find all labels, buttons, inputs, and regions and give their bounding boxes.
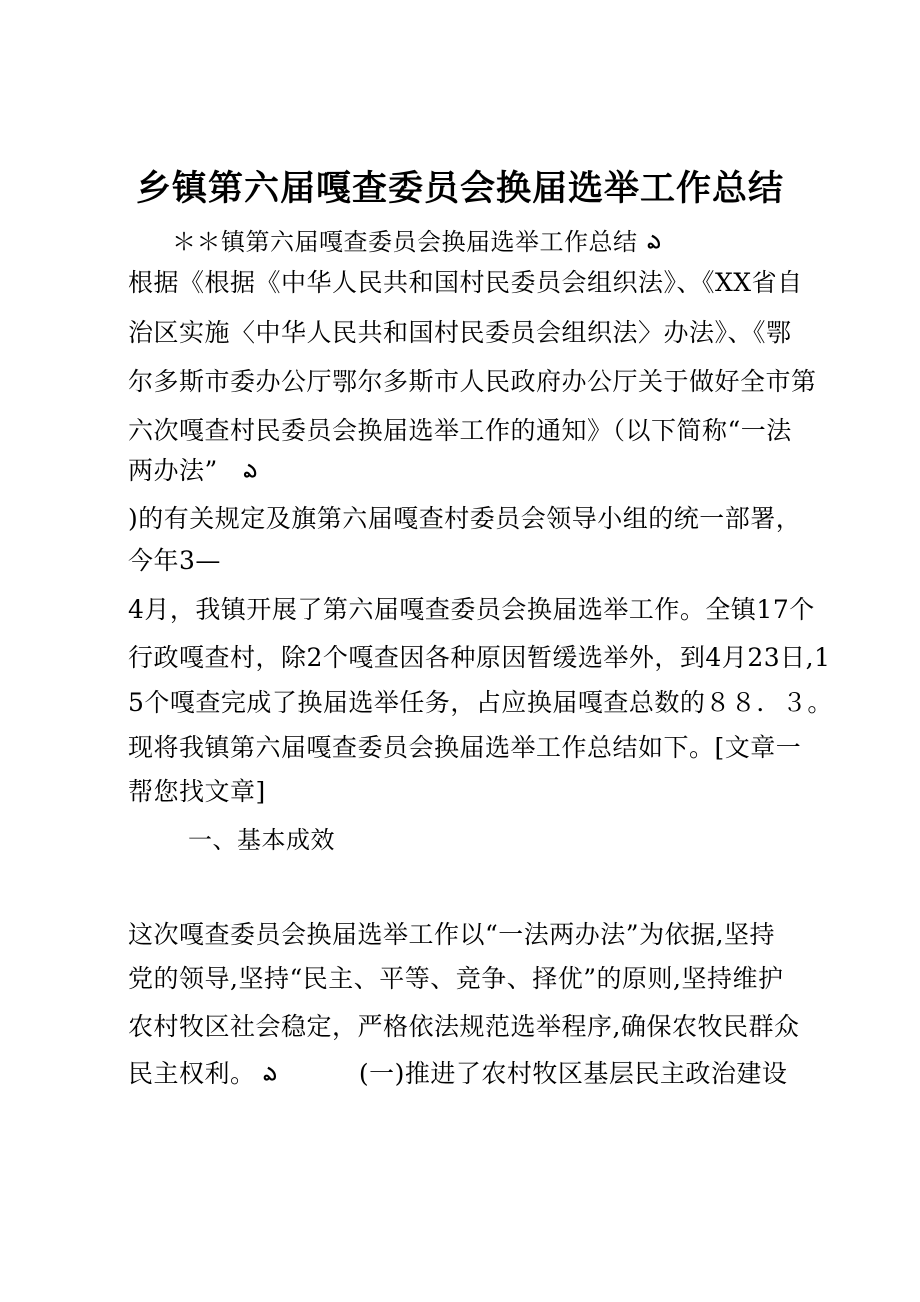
paragraph-line-1: ＊＊镇第六届嘎查委员会换届选举工作总结 — [172, 228, 638, 256]
paragraph-line-5: 六次嘎查村民委员会换届选举工作的通知》（以下简称“一法 — [128, 416, 792, 445]
paragraph-mark-icon: ఎ — [243, 461, 258, 482]
paragraph-line-18-wrap — [128, 1054, 787, 1095]
paragraph-line-12: 现将我镇第六届嘎查委员会换届选举工作总结如下。[文章一 — [128, 733, 802, 762]
paragraph-line-13: 帮您找文章] — [128, 777, 266, 806]
paragraph-line-7: )的有关规定及旗第六届嘎查村委员会领导小组的统一部署， — [128, 504, 802, 533]
subsection-heading: (一)推进了农村牧区基层民主政治建设 — [358, 1059, 788, 1088]
paragraph-mark-icon: ఎ — [263, 1064, 277, 1085]
paragraph-line-18: 民主权利。 — [128, 1059, 256, 1088]
document-title: 乡镇第六届嘎查委员会换届选举工作总结 — [135, 168, 784, 209]
paragraph-line-17: 农村牧区社会稳定，严格依法规范选举程序,确保农牧民群众 — [128, 1012, 800, 1041]
paragraph-line-11: 5个嘎查完成了换届选举任务，占应换届嘎查总数的８８．３。 — [128, 688, 833, 717]
paragraph-mark-icon: ఎ — [647, 232, 661, 253]
paragraph-line-4: 尔多斯市委办公厅鄂尔多斯市人民政府办公厅关于做好全市第 — [128, 367, 817, 396]
paragraph-line-8: 今年3— — [128, 546, 221, 575]
section-heading: 一、基本成效 — [188, 826, 335, 854]
subtitle-line — [172, 222, 661, 263]
paragraph-line-6-wrap — [128, 451, 257, 492]
paragraph-line-2: 根据《根据《中华人民共和国村民委员会组织法》、《XX省自 — [128, 268, 803, 297]
paragraph-line-3: 治区实施〈中华人民共和国村民委员会组织法〉办法》、《鄂 — [128, 318, 792, 347]
paragraph-line-15: 这次嘎查委员会换届选举工作以“一法两办法”为依据,坚持 — [128, 920, 776, 949]
paragraph-line-6: 两办法” — [128, 456, 218, 485]
paragraph-line-10: 行政嘎查村，除2个嘎查因各种原因暂缓选举外，到4月23日,1 — [128, 643, 831, 672]
paragraph-line-9: 4月，我镇开展了第六届嘎查委员会换届选举工作。全镇17个 — [128, 595, 815, 624]
paragraph-line-16: 党的领导,坚持“民主、平等、竞争、择优”的原则,坚持维护 — [128, 964, 784, 993]
